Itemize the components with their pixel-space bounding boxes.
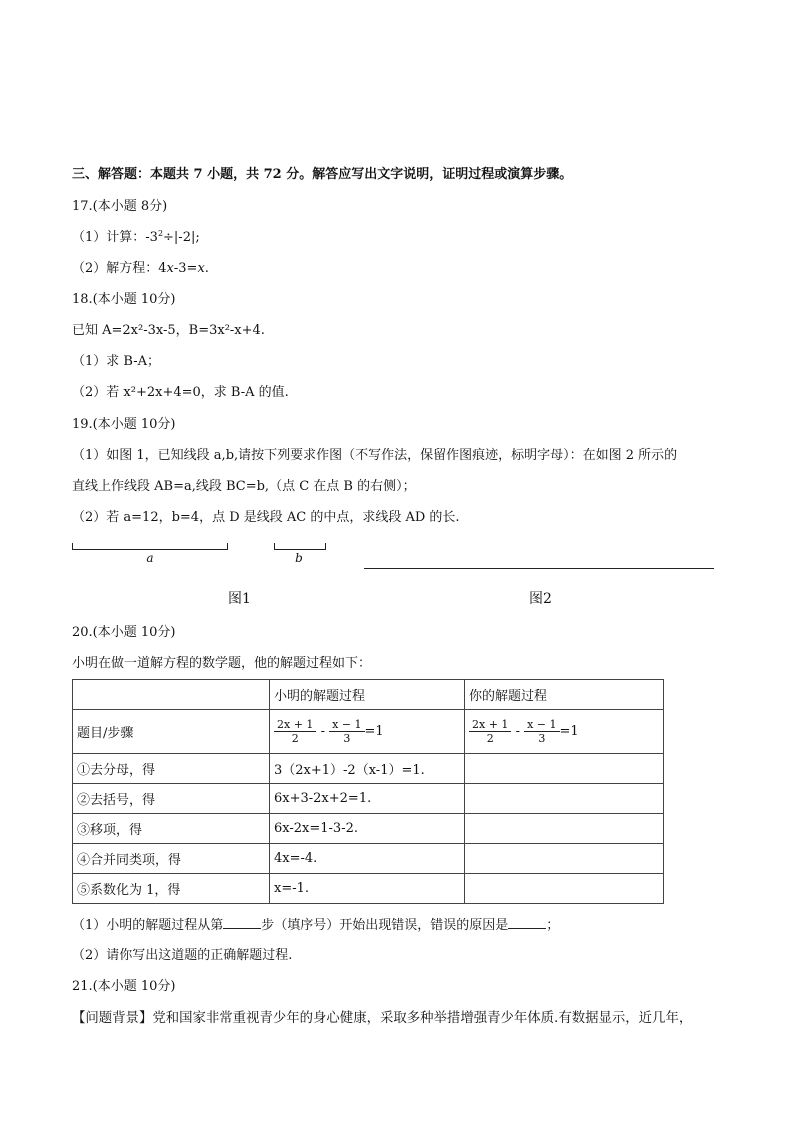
segment-a-label: a: [146, 551, 154, 565]
figure2-line: [364, 568, 714, 569]
q18-given: 已知 A=2x²-3x-5，B=3x²-x+4.: [72, 323, 265, 338]
q19-part2: （2）若 a=12，b=4，点 D 是线段 AC 的中点，求线段 AD 的长.: [72, 510, 460, 525]
q21-background: 【问题背景】党和国家非常重视青少年的身心健康，采取多种举措增强青少年体质.有数据显示，近几年，: [72, 1011, 693, 1026]
q17-part2: （2）解方程：4x-3=x.: [72, 261, 209, 276]
segment-b: [274, 543, 326, 550]
q19-part1-line2: 直线上作线段 AB=a,线段 BC=b,（点 C 在点 B 的右侧）；: [72, 479, 416, 494]
table-header-row: [73, 680, 664, 710]
your-answer-cell[interactable]: [465, 874, 664, 904]
your-answer-cell[interactable]: [465, 844, 664, 874]
table-row: [73, 710, 664, 754]
q18-part1: （1）求 B-A；: [72, 354, 160, 369]
fraction: $\frac{x - 1}{3}$: [329, 718, 364, 745]
table-row: [73, 844, 664, 874]
step-cell: ④合并同类项，得: [73, 844, 270, 874]
segment-a: [72, 543, 228, 550]
table-header-cell: 小明的解题过程: [270, 680, 465, 710]
xiaoming-cell: 6x-2x=1-3-2.: [270, 814, 465, 844]
answer-blank[interactable]: [223, 916, 261, 929]
q21-title: 21.(本小题 10分): [72, 979, 176, 994]
q20-intro: 小明在做一道解方程的数学题，他的解题过程如下：: [72, 656, 372, 671]
q20-part2: （2）请你写出这道题的正确解题过程.: [72, 948, 293, 963]
xiaoming-cell: 6x+3-2x+2=1.: [270, 784, 465, 814]
q17-part1: （1）计算：$-3^2\div|-2|$;: [72, 229, 200, 245]
xiaoming-cell: 4x=-4.: [270, 844, 465, 874]
table-row: [73, 874, 664, 904]
q20-title: 20.(本小题 10分): [72, 625, 176, 640]
step-cell: ①去分母，得: [73, 754, 270, 784]
table-row: [73, 814, 664, 844]
q18-title: 18.(本小题 10分): [72, 292, 176, 307]
q19-title: 19.(本小题 10分): [72, 417, 176, 432]
your-answer-cell[interactable]: [465, 754, 664, 784]
table-row: [73, 754, 664, 784]
answer-blank[interactable]: [508, 916, 546, 929]
your-answer-cell[interactable]: [465, 784, 664, 814]
figure2-caption: 图2: [529, 591, 552, 607]
q18-part2: （2）若 x²+2x+4=0，求 B-A 的值.: [72, 385, 289, 400]
q19-part1-line1: （1）如图 1，已知线段 a,b,请按下列要求作图（不写作法，保留作图痕迹，标明字母）：在如图 2 所示的: [72, 448, 678, 463]
equation-cell: $\frac{2x + 1}{2}$ - $\frac{x - 1}{3}$ =1: [270, 710, 465, 754]
q20-part1: （1）小明的解题过程从第 步（填序号）开始出现错误，错误的原因是 ；: [72, 918, 560, 933]
solution-table: [72, 679, 664, 904]
table-header-cell: 你的解题过程: [465, 680, 664, 710]
segment-b-label: b: [295, 551, 303, 565]
fraction: $\frac{2x + 1}{2}$: [469, 718, 511, 745]
section-heading: 三、解答题：本题共 7 小题，共 72 分。解答应写出文字说明，证明过程或演算步骤。: [72, 167, 573, 182]
step-cell: ⑤系数化为 1，得: [73, 874, 270, 904]
table-header-cell: [73, 680, 270, 710]
q17-title: 17.(本小题 8分): [72, 199, 168, 214]
your-answer-cell[interactable]: [465, 814, 664, 844]
step-cell: ②去括号，得: [73, 784, 270, 814]
figure1-caption: 图1: [228, 591, 251, 607]
fraction: $\frac{x - 1}{3}$: [524, 718, 559, 745]
table-row: [73, 784, 664, 814]
xiaoming-cell: 3（2x+1）-2（x-1）=1.: [270, 754, 465, 784]
fraction: $\frac{2x + 1}{2}$: [274, 718, 316, 745]
step-cell: ③移项，得: [73, 814, 270, 844]
equation-cell: $\frac{2x + 1}{2}$ - $\frac{x - 1}{3}$ =1: [465, 710, 664, 754]
xiaoming-cell: x=-1.: [270, 874, 465, 904]
table-cell: 题目/步骤: [73, 710, 270, 754]
